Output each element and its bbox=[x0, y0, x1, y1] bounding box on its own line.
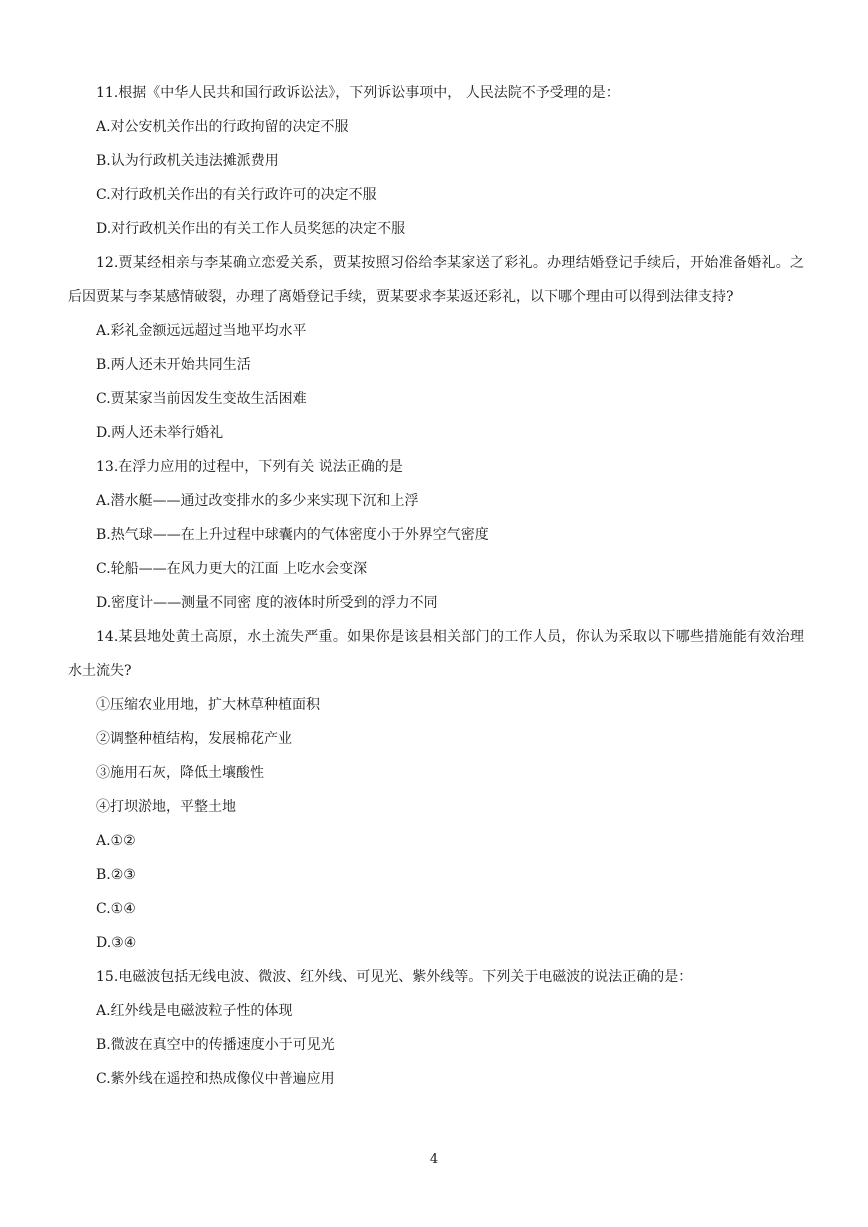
option-c: C.紫外线在遥控和热成像仪中普遍应用 bbox=[96, 1071, 335, 1087]
option-a: A.对公安机关作出的行政拘留的决定不服 bbox=[96, 119, 349, 135]
option-c: C.轮船——在风力更大的江面 上吃水会变深 bbox=[96, 561, 368, 577]
option-a: A.①② bbox=[96, 833, 136, 849]
option-d: D.对行政机关作出的有关工作人员奖惩的决定不服 bbox=[96, 221, 406, 237]
question-stem: 11.根据《中华人民共和国行政诉讼法》，下列诉讼事项中， 人民法院不予受理的是： bbox=[96, 85, 620, 101]
question-stem: 15.电磁波包括无线电波、微波、红外线、可见光、紫外线等。下列关于电磁波的说法正确的是： bbox=[96, 969, 693, 985]
question-stem: 14.某县地处黄土高原，水土流失严重。如果你是该县相关部门的工作人员，你认为采取以下哪些措施能有效治理水土流失? bbox=[68, 629, 804, 679]
question-13 bbox=[68, 450, 804, 620]
question-11 bbox=[68, 76, 804, 246]
option-c: C.①④ bbox=[96, 901, 136, 917]
question-stem: 12.贾某经相亲与李某确立恋爱关系，贾某按照习俗给李某家送了彩礼。办理结婚登记手续后，开始准备婚礼。之后因贾某与李某感情破裂，办理了离婚登记手续，贾某要求李某返还彩礼，以下哪个理由可以得到法律支持? bbox=[68, 255, 804, 305]
option-b: B.两人还未开始共同生活 bbox=[96, 357, 251, 373]
statement-3: ③施用石灰，降低土壤酸性 bbox=[96, 765, 264, 781]
option-d: D.③④ bbox=[96, 935, 137, 951]
option-a: A.彩礼金额远远超过当地平均水平 bbox=[96, 323, 307, 339]
statement-4: ④打坝淤地，平整土地 bbox=[96, 799, 236, 815]
statement-1: ①压缩农业用地，扩大林草种植面积 bbox=[96, 697, 320, 713]
option-a: A.红外线是电磁波粒子性的体现 bbox=[96, 1003, 293, 1019]
option-c: C.贾某家当前因发生变故生活困难 bbox=[96, 391, 307, 407]
option-b: B.微波在真空中的传播速度小于可见光 bbox=[96, 1037, 335, 1053]
option-d: D.密度计——测量不同密 度的液体时所受到的浮力不同 bbox=[96, 595, 438, 611]
option-b: B.热气球——在上升过程中球囊内的气体密度小于外界空气密度 bbox=[96, 527, 489, 543]
page-number: 4 bbox=[429, 1152, 439, 1167]
option-b: B.认为行政机关违法摊派费用 bbox=[96, 153, 279, 169]
question-14 bbox=[68, 620, 804, 960]
page-content bbox=[68, 76, 804, 1096]
option-c: C.对行政机关作出的有关行政许可的决定不服 bbox=[96, 187, 377, 203]
question-stem: 13.在浮力应用的过程中，下列有关 说法正确的是 bbox=[96, 459, 403, 475]
option-a: A.潜水艇——通过改变排水的多少来实现下沉和上浮 bbox=[96, 493, 419, 509]
statement-2: ②调整种植结构，发展棉花产业 bbox=[96, 731, 292, 747]
question-15 bbox=[68, 960, 804, 1096]
question-12 bbox=[68, 246, 804, 450]
option-d: D.两人还未举行婚礼 bbox=[96, 425, 224, 441]
option-b: B.②③ bbox=[96, 867, 136, 883]
